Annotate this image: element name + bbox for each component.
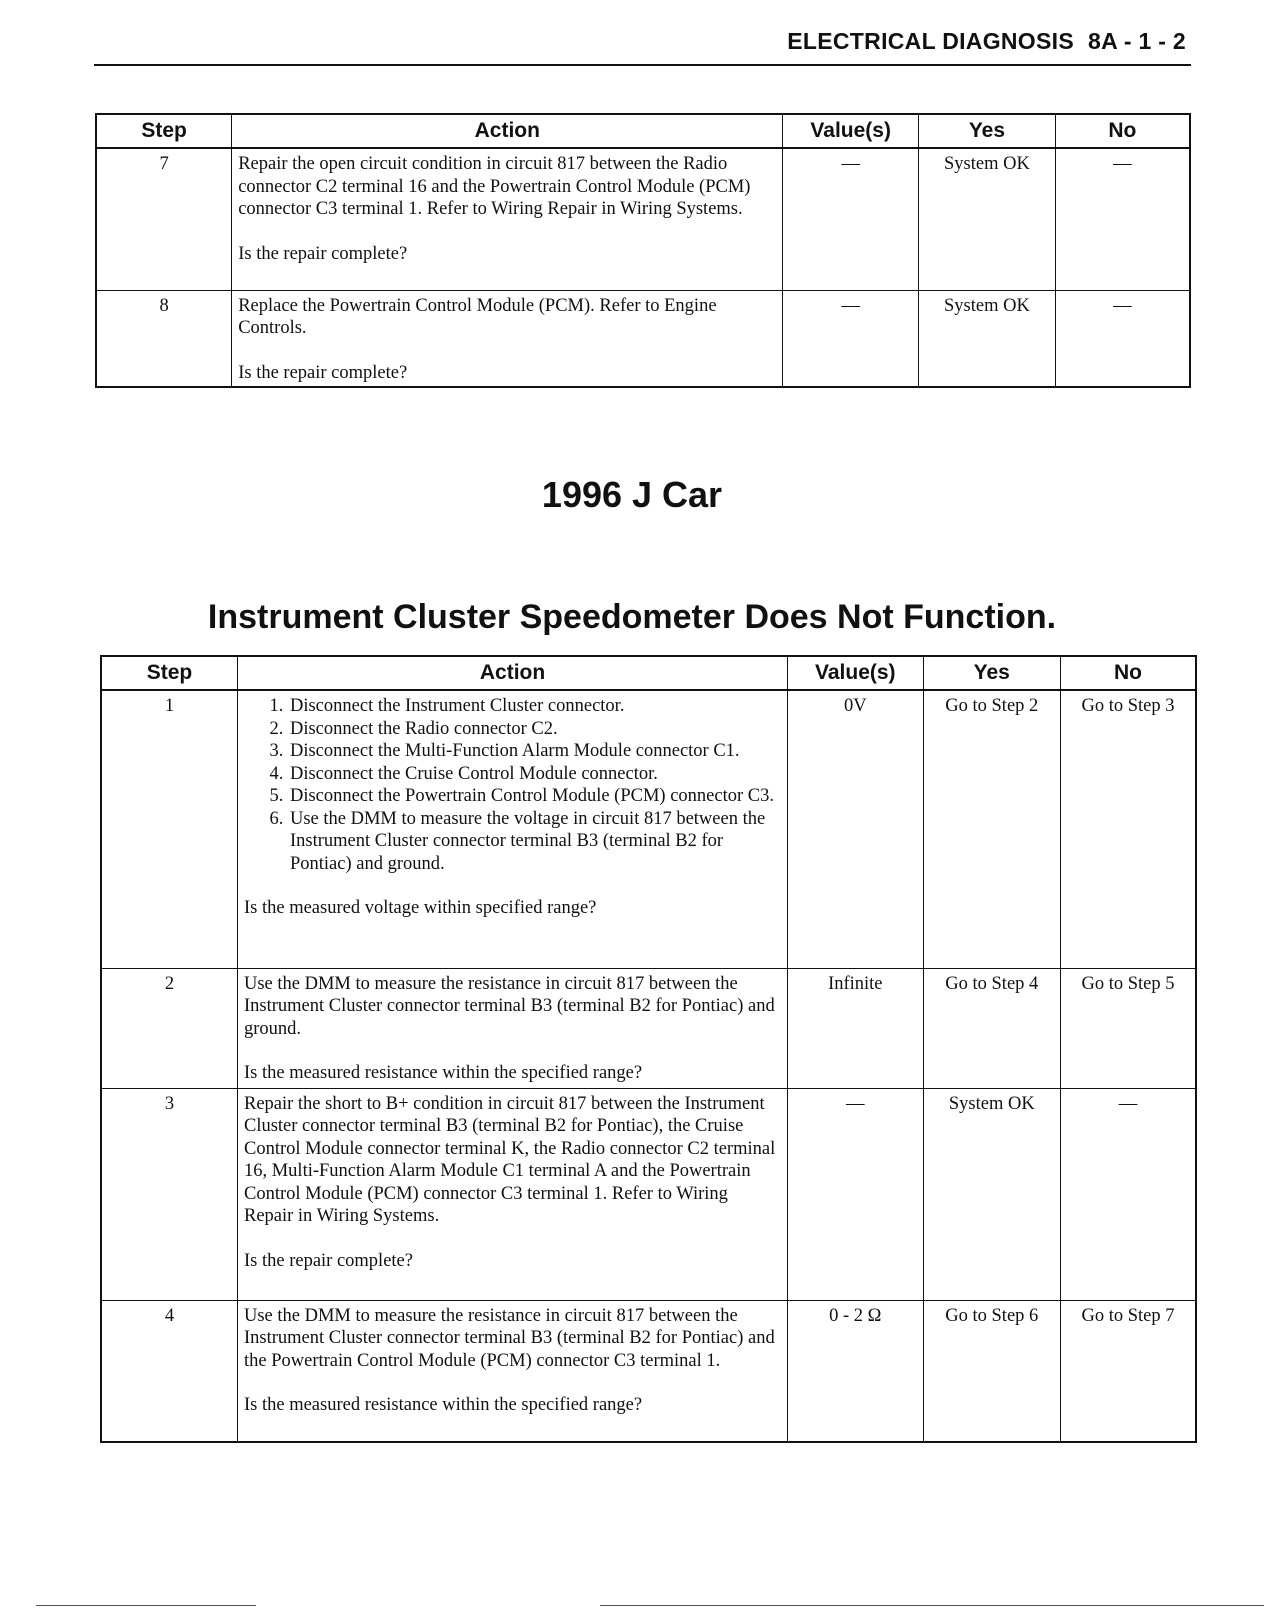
action-substep: 4. Disconnect the Cruise Control Module connector.: [288, 763, 781, 786]
col-header-yes: Yes: [919, 114, 1056, 148]
action-substep: 3. Disconnect the Multi-Function Alarm Module connector C1.: [288, 740, 781, 763]
step-action: [237, 1088, 787, 1300]
step-action: [232, 290, 783, 387]
action-question: Is the repair complete?: [238, 243, 408, 264]
step-action: [237, 1300, 787, 1442]
step-action: [232, 148, 783, 290]
car-model-title: 1996 J Car: [541, 474, 723, 515]
action-question: Is the measured voltage within specified range?: [243, 898, 597, 918]
action-substep: 6. Use the DMM to measure the voltage in circuit 817 between the Instrument Cluster connector terminal B3 (terminal B2 for Pontiac) and ground.: [288, 808, 781, 876]
action-substeps: [244, 695, 781, 875]
table-row: [101, 1300, 1196, 1442]
step-number: 4: [101, 1300, 237, 1442]
action-substep: 1. Disconnect the Instrument Cluster connector.: [288, 695, 781, 718]
action-question: Is the measured resistance within the specified range?: [243, 1063, 643, 1083]
action-substep: 2. Disconnect the Radio connector C2.: [288, 718, 781, 741]
footer-rule: [36, 1605, 256, 1606]
step-value: —: [788, 1088, 923, 1300]
col-header-yes: Yes: [923, 656, 1061, 690]
step-number: 7: [96, 148, 232, 290]
col-header-step: Step: [101, 656, 237, 690]
action-text: Use the DMM to measure the resistance in circuit 817 between the Instrument Cluster connector terminal B3 (terminal B2 for Pontiac) and the Powertrain Control Module (PCM) connector C3 terminal 1.: [243, 1305, 775, 1371]
table-row: [96, 290, 1190, 387]
step-action: [237, 968, 787, 1088]
action-question: Is the repair complete?: [243, 1250, 413, 1271]
step-yes: Go to Step 6: [923, 1300, 1061, 1442]
step-value: 0V: [788, 690, 923, 968]
action-substep: 5. Disconnect the Powertrain Control Module (PCM) connector C3.: [288, 785, 781, 808]
step-no: —: [1061, 1088, 1196, 1300]
col-header-values: Value(s): [783, 114, 919, 148]
step-number: 2: [101, 968, 237, 1088]
header-rule: [94, 64, 1191, 66]
header-page-number: 8A - 1 - 2: [1087, 28, 1186, 54]
header-section-title: ELECTRICAL DIAGNOSIS: [787, 28, 1074, 54]
step-number: 8: [96, 290, 232, 387]
diagnostic-section-title: Instrument Cluster Speedometer Does Not Function.: [207, 598, 1057, 636]
table-row: [101, 968, 1196, 1088]
action-text: Repair the short to B+ condition in circuit 817 between the Instrument Cluster connector terminal B3 (terminal B2 for Pontiac), the Cruise Control Module connector terminal K, the Radio connector C2 terminal 16, Multi-Function Alarm Module C1 terminal A and the Powertrain Control Module (PCM) connector C3 terminal 1. Refer to Wiring Repair in Wiring Systems.: [243, 1093, 776, 1226]
action-question: Is the repair complete?: [238, 362, 408, 383]
step-number: 3: [101, 1088, 237, 1300]
step-no: Go to Step 7: [1061, 1300, 1196, 1442]
step-no: —: [1055, 148, 1190, 290]
diagnostic-table-continued: [95, 113, 1191, 388]
step-yes: System OK: [919, 148, 1056, 290]
col-header-no: No: [1061, 656, 1196, 690]
step-yes: Go to Step 4: [923, 968, 1061, 1088]
col-header-no: No: [1055, 114, 1190, 148]
action-text: Replace the Powertrain Control Module (PCM). Refer to Engine Controls.: [238, 295, 717, 338]
action-question: Is the measured resistance within the specified range?: [243, 1395, 643, 1415]
footer-rule: [600, 1605, 1264, 1606]
step-action: [237, 690, 787, 968]
step-no: —: [1055, 290, 1190, 387]
table-row: [101, 1088, 1196, 1300]
table-header-row: [96, 114, 1190, 148]
action-text: Use the DMM to measure the resistance in circuit 817 between the Instrument Cluster connector terminal B3 (terminal B2 for Pontiac) and ground.: [243, 973, 775, 1039]
step-yes: System OK: [923, 1088, 1061, 1300]
table-row: [101, 690, 1196, 968]
step-value: Infinite: [788, 968, 923, 1088]
step-yes: Go to Step 2: [923, 690, 1061, 968]
step-value: —: [783, 148, 919, 290]
step-value: —: [783, 290, 919, 387]
table-header-row: [101, 656, 1196, 690]
col-header-action: Action: [237, 656, 787, 690]
step-yes: System OK: [919, 290, 1056, 387]
step-value: 0 - 2 Ω: [788, 1300, 923, 1442]
page-header: [787, 28, 1186, 55]
table-row: [96, 148, 1190, 290]
diagnostic-table: [100, 655, 1197, 1443]
col-header-values: Value(s): [788, 656, 923, 690]
action-text: Repair the open circuit condition in circuit 817 between the Radio connector C2 terminal 16 and the Powertrain Control Module (PCM) connector C3 terminal 1. Refer to Wiring Repair in Wiring Systems.: [238, 154, 751, 219]
step-no: Go to Step 3: [1061, 690, 1196, 968]
step-no: Go to Step 5: [1061, 968, 1196, 1088]
step-number: 1: [101, 690, 237, 968]
col-header-action: Action: [232, 114, 783, 148]
col-header-step: Step: [96, 114, 232, 148]
